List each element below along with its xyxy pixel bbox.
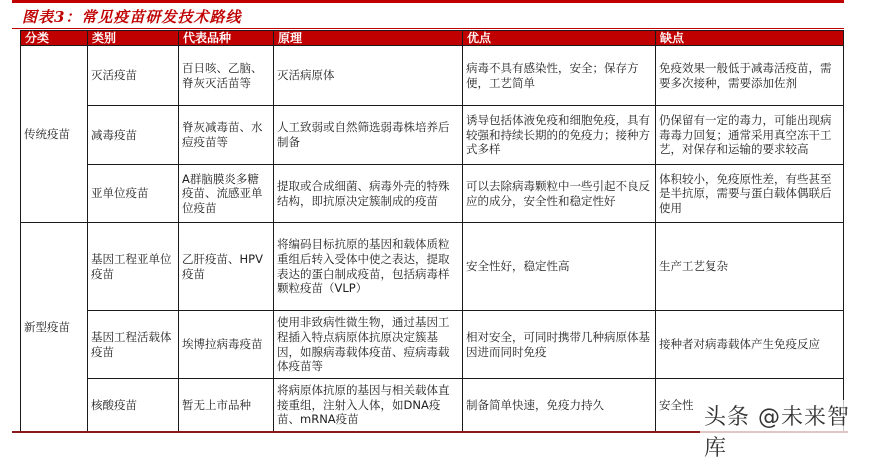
examples-cell: A群脑膜炎多糖疫苗、流感亚单位疫苗 (179, 165, 274, 223)
examples-cell: 乙肝疫苗、HPV疫苗 (179, 223, 274, 311)
pros-cell: 诱导包括体液免疫和细胞免疫，具有较强和持续长期的的免疫力；接种方式多样 (463, 106, 656, 165)
pros-cell: 可以去除病毒颗粒中一些引起不良反应的成分，安全性和稳定性好 (463, 165, 656, 223)
cons-cell: 免疫效果一般低于减毒活疫苗，需要多次接种，需要添加佐剂 (656, 46, 844, 106)
header-category: 分类 (21, 31, 88, 46)
table-row (21, 106, 844, 165)
type-cell: 减毒疫苗 (88, 106, 179, 165)
cons-cell: 安全性 (656, 379, 844, 432)
type-cell: 核酸疫苗 (88, 379, 179, 432)
type-cell: 亚单位疫苗 (88, 165, 179, 223)
cons-cell: 生产工艺复杂 (656, 223, 844, 311)
top-accent-bar (12, 0, 844, 3)
principle-cell: 将编码目标抗原的基因和载体质粒重组后转入受体中使之表达，提取表达的蛋白制成疫苗，包括病毒样颗粒疫苗（VLP） (274, 223, 463, 311)
cons-cell: 接种者对病毒载体产生免疫反应 (656, 311, 844, 379)
title-divider (12, 28, 844, 29)
table-row (21, 46, 844, 106)
pros-cell: 相对安全，可同时携带几种病原体基因进而同时免疫 (463, 311, 656, 379)
principle-cell: 使用非致病性微生物，通过基因工程插入特点病原体抗原决定簇基因，如腺病毒载体疫苗、痘病毒载体疫苗等 (274, 311, 463, 379)
principle-cell: 将病原体抗原的基因与相关载体直接重组，注射入人体，如DNA疫苗、mRNA疫苗 (274, 379, 463, 432)
cons-cell: 体积较小，免疫原性差，有些甚至是半抗原，需要与蛋白载体偶联后使用 (656, 165, 844, 223)
header-type: 类别 (88, 31, 179, 46)
pros-cell: 安全性好，稳定性高 (463, 223, 656, 311)
figure-title: 图表3：常见疫苗研发技术路线 (22, 8, 242, 26)
table-row (21, 311, 844, 379)
header-pros: 优点 (463, 31, 656, 46)
cons-cell: 仍保留有一定的毒力，可能出现病毒毒力回复；通常采用真空冻干工艺，对保存和运输的要求较高 (656, 106, 844, 165)
table-row (21, 223, 844, 311)
pros-cell: 制备简单快速，免疫力持久 (463, 379, 656, 432)
category-cell: 新型疫苗 (21, 223, 88, 432)
examples-cell: 暂无上市品种 (179, 379, 274, 432)
examples-cell: 埃博拉病毒疫苗 (179, 311, 274, 379)
vaccine-routes-table (20, 30, 844, 432)
watermark: 头条 @未来智库 (700, 400, 871, 462)
type-cell: 基因工程活载体疫苗 (88, 311, 179, 379)
type-cell: 灭活疫苗 (88, 46, 179, 106)
principle-cell: 灭活病原体 (274, 46, 463, 106)
principle-cell: 提取或合成细菌、病毒外壳的特殊结构，即抗原决定簇制成的疫苗 (274, 165, 463, 223)
table-row (21, 165, 844, 223)
header-principle: 原理 (274, 31, 463, 46)
examples-cell: 百日咳、乙脑、脊灰灭活苗等 (179, 46, 274, 106)
header-cons: 缺点 (656, 31, 844, 46)
type-cell: 基因工程亚单位疫苗 (88, 223, 179, 311)
table-header-row (21, 31, 844, 46)
principle-cell: 人工致弱或自然筛选弱毒株培养后制备 (274, 106, 463, 165)
pros-cell: 病毒不具有感染性，安全；保存方便，工艺简单 (463, 46, 656, 106)
category-cell: 传统疫苗 (21, 46, 88, 223)
examples-cell: 脊灰减毒苗、水痘疫苗等 (179, 106, 274, 165)
header-examples: 代表品种 (179, 31, 274, 46)
